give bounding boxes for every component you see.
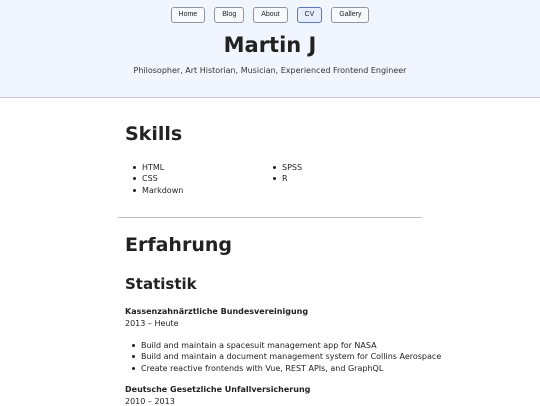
experience-heading: Erfahrung [125, 234, 232, 256]
site-title: Martin J [223, 33, 317, 57]
skill-item: R [273, 173, 302, 184]
nav-blog-button[interactable]: Blog [214, 7, 244, 23]
main-nav [0, 7, 540, 23]
nav-about-button[interactable]: About [253, 7, 287, 23]
job-period: 2010 – 2013 [125, 397, 175, 406]
nav-home-button[interactable]: Home [171, 7, 206, 23]
skills-heading: Skills [125, 123, 183, 145]
skill-item: SPSS [273, 162, 302, 173]
skill-item: HTML [133, 162, 183, 173]
job-company: Kassenzahnärztliche Bundesvereinigung [125, 307, 309, 316]
section-divider [118, 217, 422, 218]
site-header [0, 0, 540, 98]
experience-subheading: Statistik [125, 275, 197, 293]
job-company: Deutsche Gesetzliche Unfallversicherung [125, 385, 311, 394]
nav-cv-button[interactable]: CV [297, 7, 323, 23]
skills-list-left [133, 162, 183, 196]
job-task-item: Create reactive frontends with Vue, REST APIs, and GraphQL [132, 363, 441, 374]
skill-item: CSS [133, 173, 183, 184]
job-task-list [132, 340, 441, 374]
job-period: 2013 – Heute [125, 319, 179, 328]
site-tagline: Philosopher, Art Historian, Musician, Experienced Frontend Engineer [133, 66, 407, 75]
skill-item: Markdown [133, 185, 183, 196]
job-task-item: Build and maintain a document management system for Collins Aerospace [132, 351, 441, 362]
nav-gallery-button[interactable]: Gallery [331, 7, 369, 23]
skills-list-right [273, 162, 302, 185]
job-task-item: Build and maintain a spacesuit management app for NASA [132, 340, 441, 351]
